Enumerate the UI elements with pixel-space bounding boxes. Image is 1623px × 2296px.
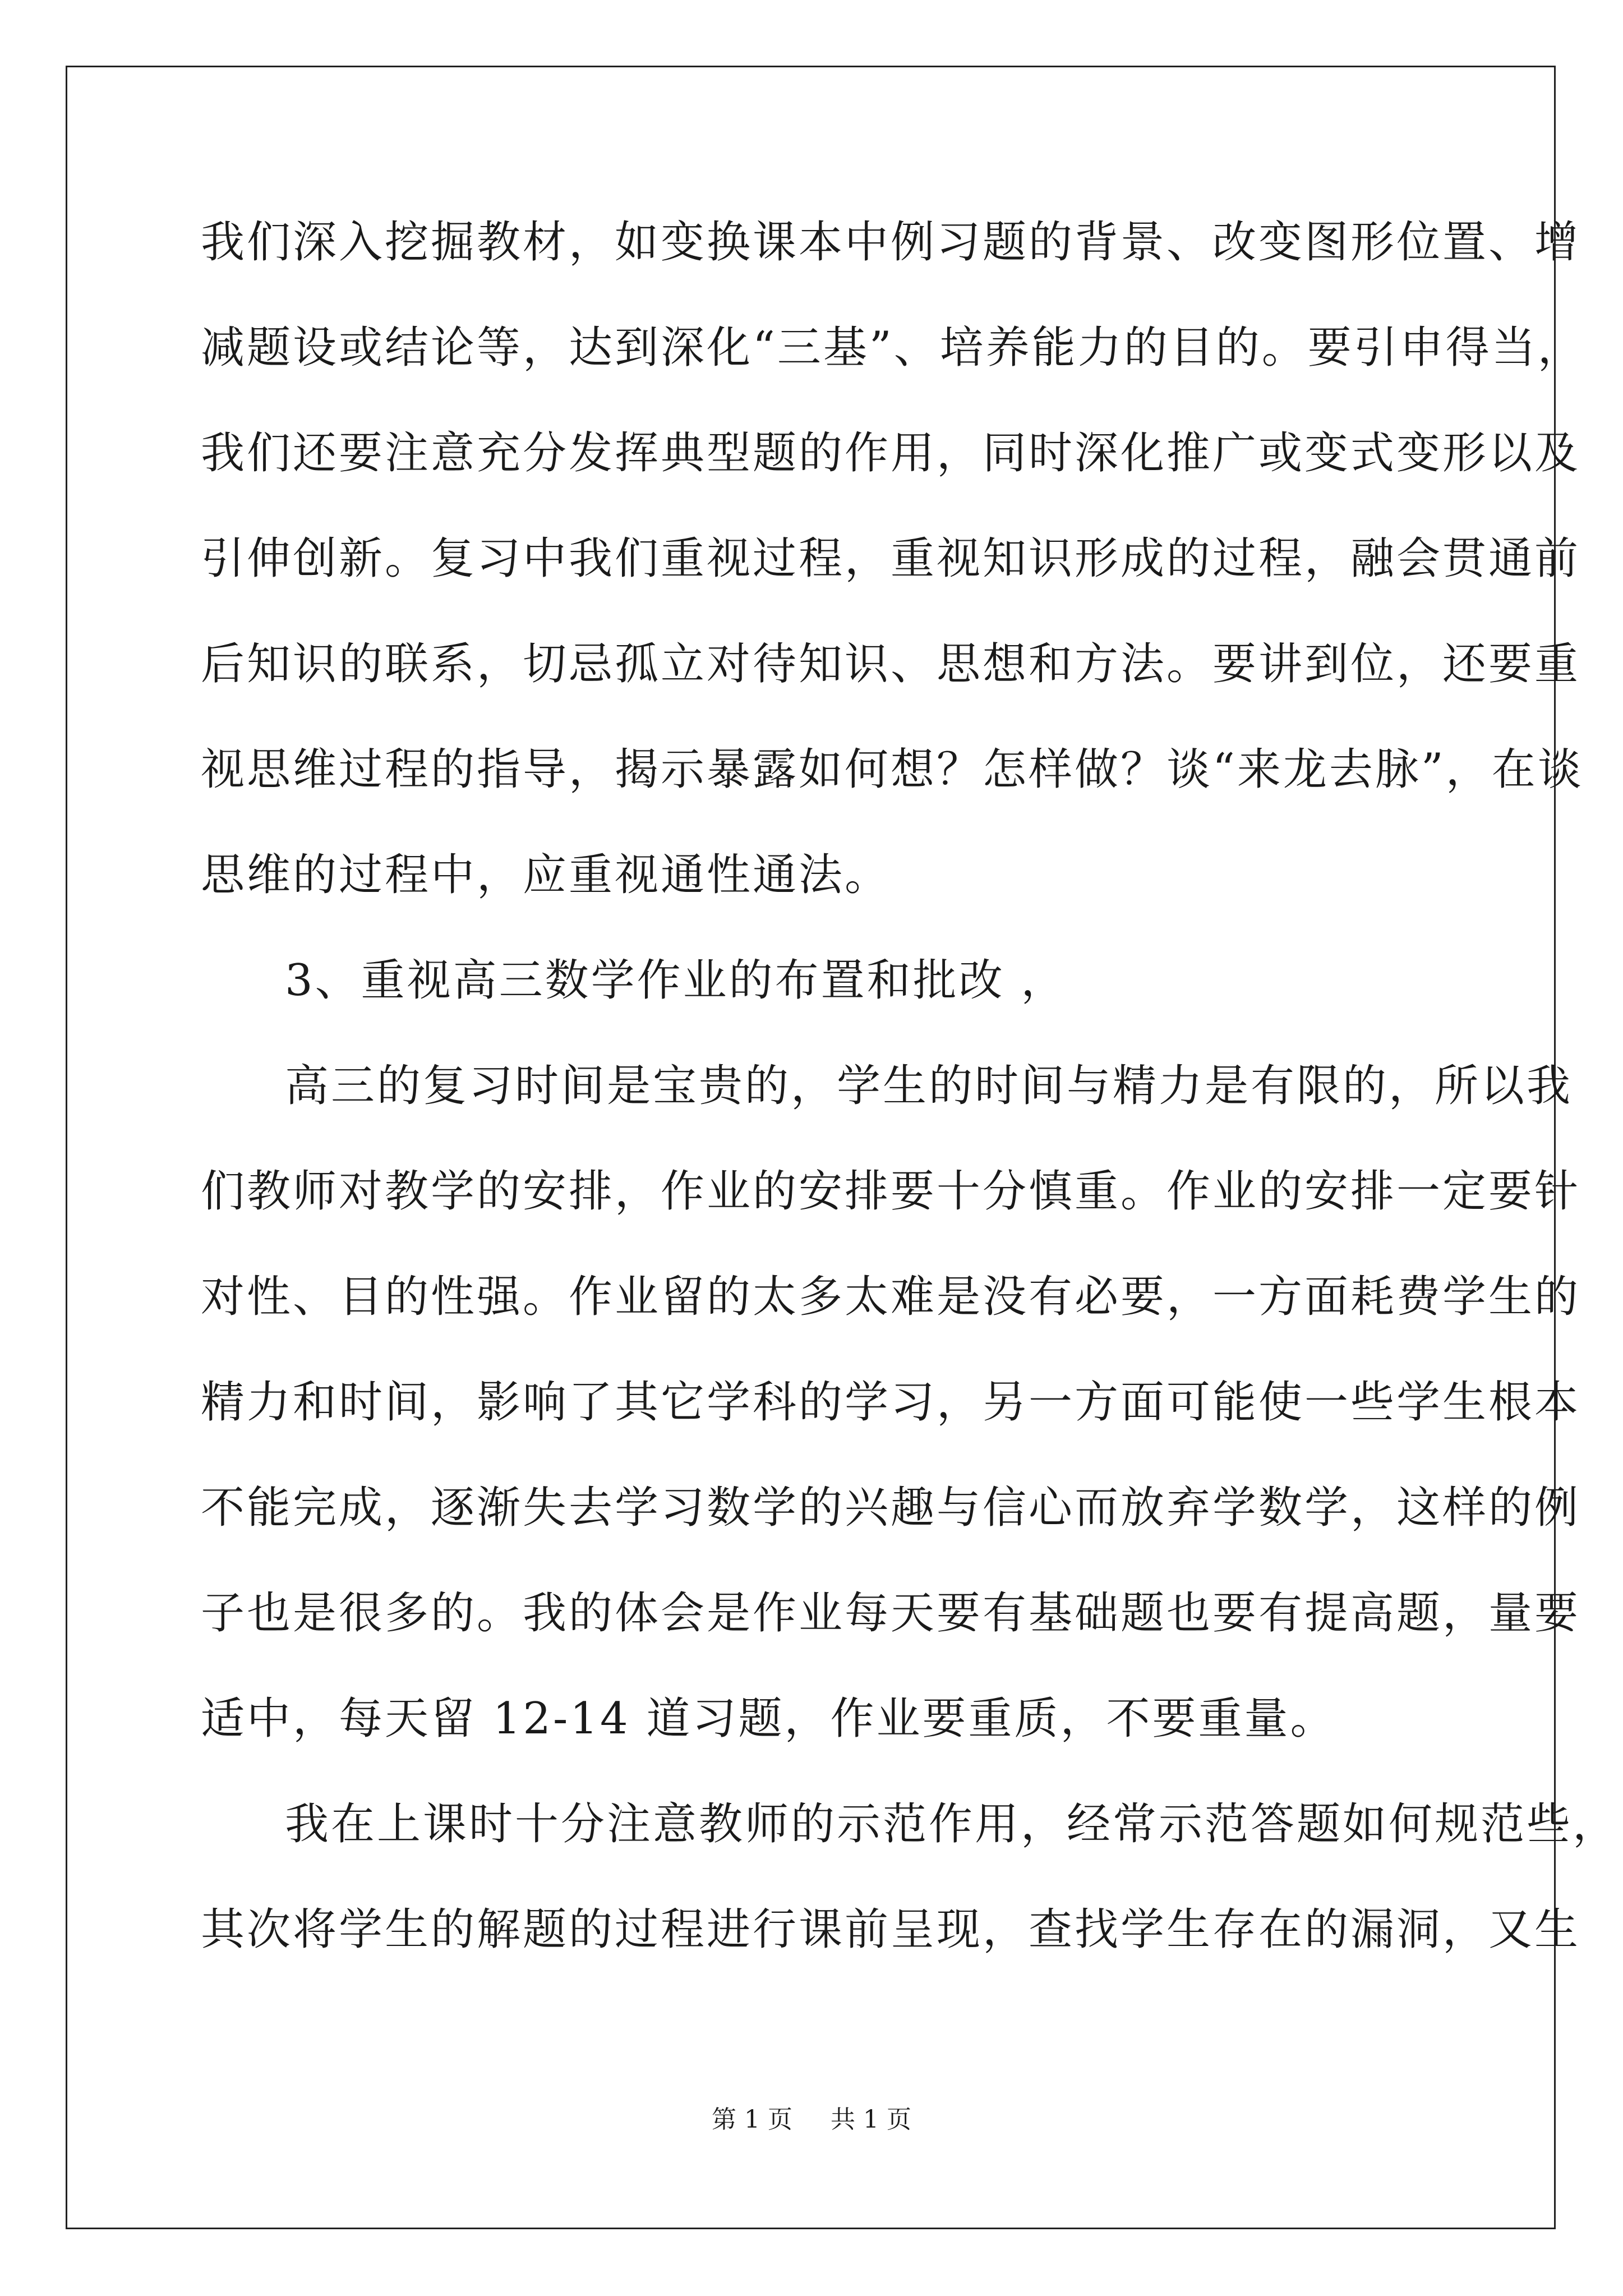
text-line: 其次将学生的解题的过程进行课前呈现，查找学生存在的漏洞，又生 — [201, 1904, 1581, 1955]
text-line: 对性、目的性强。作业留的太多太难是没有必要，一方面耗费学生的 — [201, 1272, 1581, 1322]
document-body — [201, 209, 1619, 2001]
section-heading: 3、重视高三数学作业的布置和批改 ， — [285, 955, 1067, 1006]
text-line: 减题设或结论等，达到深化“三基”、培养能力的目的。要引申得当， — [201, 323, 1584, 373]
page-number: 第 1 页 — [712, 2105, 792, 2134]
text-line: 思维的过程中，应重视通性通法。 — [201, 850, 891, 900]
text-line: 我在上课时十分注意教师的示范作用，经常示范答题如何规范些， — [285, 1799, 1619, 1849]
text-line: 后知识的联系，切忌孤立对待知识、思想和方法。要讲到位，还要重 — [201, 639, 1581, 689]
text-line: 引伸创新。复习中我们重视过程，重视知识形成的过程，融会贯通前 — [201, 533, 1581, 584]
page-total: 共 1 页 — [831, 2105, 911, 2134]
page-footer — [0, 2099, 1623, 2135]
text-line: 我们深入挖掘教材，如变换课本中例习题的背景、改变图形位置、增 — [201, 217, 1581, 268]
text-line: 高三的复习时间是宝贵的，学生的时间与精力是有限的，所以我 — [285, 1061, 1573, 1111]
text-line: 我们还要注意充分发挥典型题的作用，同时深化推广或变式变形以及 — [201, 428, 1581, 478]
text-line: 不能完成，逐渐失去学习数学的兴趣与信心而放弃学数学，这样的例 — [201, 1483, 1581, 1533]
text-line: 子也是很多的。我的体会是作业每天要有基础题也要有提高题，量要 — [201, 1588, 1581, 1639]
text-line: 们教师对教学的安排，作业的安排要十分慎重。作业的安排一定要针 — [201, 1166, 1581, 1217]
text-line: 视思维过程的指导，揭示暴露如何想？怎样做？谈“来龙去脉”，在谈 — [201, 744, 1584, 795]
text-line: 精力和时间，影响了其它学科的学习，另一方面可能使一些学生根本 — [201, 1377, 1581, 1428]
text-line: 适中，每天留 12-14 道习题，作业要重质，不要重量。 — [201, 1694, 1336, 1744]
